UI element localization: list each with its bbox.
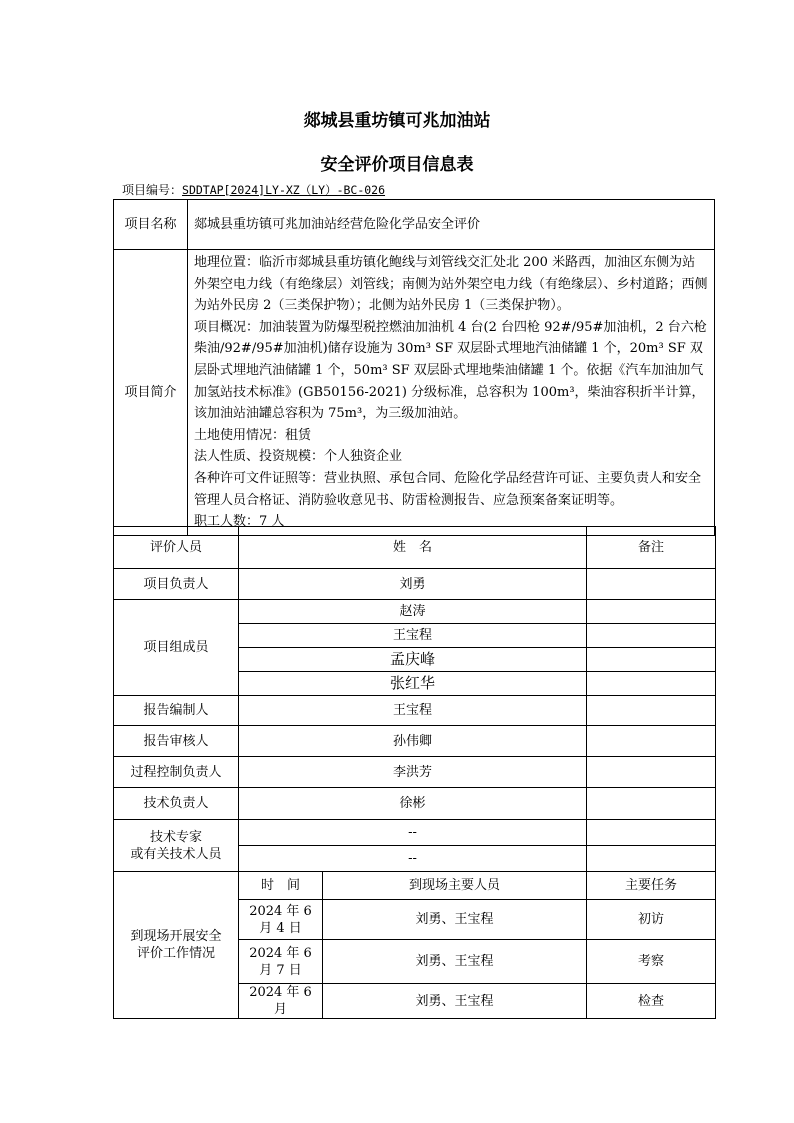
site-work-label-line1: 到现场开展安全 [130, 929, 222, 944]
member-name: 王宝程 [239, 624, 587, 648]
site-work-label [114, 872, 239, 1019]
leader-name: 刘勇 [239, 569, 587, 600]
site-work-label-line2: 评价工作情况 [136, 946, 215, 961]
tech-lead-name: 徐彬 [239, 788, 587, 820]
document-subtitle: 安全评价项目信息表 [320, 155, 474, 175]
compiler-name: 王宝程 [239, 696, 587, 726]
process-control-name: 李洪芳 [239, 757, 587, 788]
header-note: 备注 [587, 527, 716, 569]
site-row-time: 2024 年 6 月 7 日 [239, 940, 323, 984]
project-name-value: 郯城县重坊镇可兆加油站经营危险化学品安全评价 [188, 200, 715, 250]
process-control-role: 过程控制负责人 [114, 757, 239, 788]
site-row-people: 刘勇、王宝程 [323, 940, 587, 984]
reviewer-role: 报告审核人 [114, 726, 239, 757]
experts-role-line2: 或有关技术人员 [130, 846, 222, 862]
compiler-note [587, 696, 716, 726]
project-number-label: 项目编号： [122, 183, 183, 197]
process-control-note [587, 757, 716, 788]
site-row-time: 2024 年 6 月 [239, 984, 323, 1019]
leader-role: 项目负责人 [114, 569, 239, 600]
personnel-table [113, 526, 716, 1019]
members-role: 项目组成员 [114, 600, 239, 696]
site-header-time: 时 间 [239, 872, 323, 900]
project-number-code: SDDTAP[2024]LY-XZ（LY）-BC-026 [182, 183, 386, 197]
project-intro-label: 项目简介 [114, 250, 188, 536]
compiler-role: 报告编制人 [114, 696, 239, 726]
expert-name: -- [239, 846, 587, 872]
project-name-label: 项目名称 [114, 200, 188, 250]
project-info-table [113, 199, 715, 536]
intro-permits: 各种许可文件证照等：营业执照、承包合同、危险化学品经营许可证、主要负责人和安全管理人员合格证、消防验收意见书、防雷检测报告、应急预案备案证明等。 [194, 470, 702, 508]
experts-role [114, 820, 239, 872]
site-row-people: 刘勇、王宝程 [323, 984, 587, 1019]
expert-note [587, 820, 716, 846]
project-number [122, 181, 385, 198]
document-title: 郯城县重坊镇可兆加油站 [303, 111, 491, 131]
header-name: 姓 名 [239, 527, 587, 569]
reviewer-note [587, 726, 716, 757]
intro-location: 地理位置：临沂市郯城县重坊镇化鲍线与刘管线交汇处北 200 米路西，加油区东侧为站外架空电力线（有绝缘层）刘管线；南侧为站外架空电力线（有绝缘层）、乡村道路；西侧为站外民房 2（三类保护物）；北侧为站外民房 1（三类保护物）。 [194, 255, 708, 314]
member-note [587, 672, 716, 696]
site-row-task: 检查 [587, 984, 716, 1019]
intro-land-use: 土地使用情况：租赁 [194, 427, 312, 443]
site-row-task: 初访 [587, 900, 716, 940]
member-name: 张红华 [239, 672, 587, 696]
site-row-people: 刘勇、王宝程 [323, 900, 587, 940]
header-role: 评价人员 [114, 527, 239, 569]
expert-name: -- [239, 820, 587, 846]
tech-lead-note [587, 788, 716, 820]
site-row-time: 2024 年 6 月 4 日 [239, 900, 323, 940]
reviewer-name: 孙伟卿 [239, 726, 587, 757]
intro-overview: 项目概况：加油装置为防爆型税控燃油加油机 4 台(2 台四枪 92#/95#加油机，2 台六枪柴油/92#/95#加油机)储存设施为 30m³ SF 双层卧式埋地汽油储罐 1 个，20m³ SF 双层卧式埋地汽油储罐 1 个，50m³ SF 双层卧式埋地柴油储罐 1 个。依据《汽车加油加气加氢站技术标准》(GB50156-2021) 分级标准，总容积为 100m³，柴油容积折半计算，该加油站油罐总容积为 75m³，为三级加油站。 [194, 319, 707, 422]
tech-lead-role: 技术负责人 [114, 788, 239, 820]
intro-staff-count: 职工人数：7 人 [194, 514, 285, 530]
expert-note [587, 846, 716, 872]
leader-note [587, 569, 716, 600]
site-header-people: 到现场主要人员 [323, 872, 587, 900]
site-row-task: 考察 [587, 940, 716, 984]
site-header-task: 主要任务 [587, 872, 716, 900]
member-name: 赵涛 [239, 600, 587, 624]
project-intro-value [188, 250, 715, 536]
member-name: 孟庆峰 [239, 648, 587, 672]
member-note [587, 624, 716, 648]
experts-role-line1: 技术专家 [149, 829, 202, 845]
member-note [587, 648, 716, 672]
intro-legal-nature: 法人性质、投资规模：个人独资企业 [194, 449, 403, 465]
member-note [587, 600, 716, 624]
